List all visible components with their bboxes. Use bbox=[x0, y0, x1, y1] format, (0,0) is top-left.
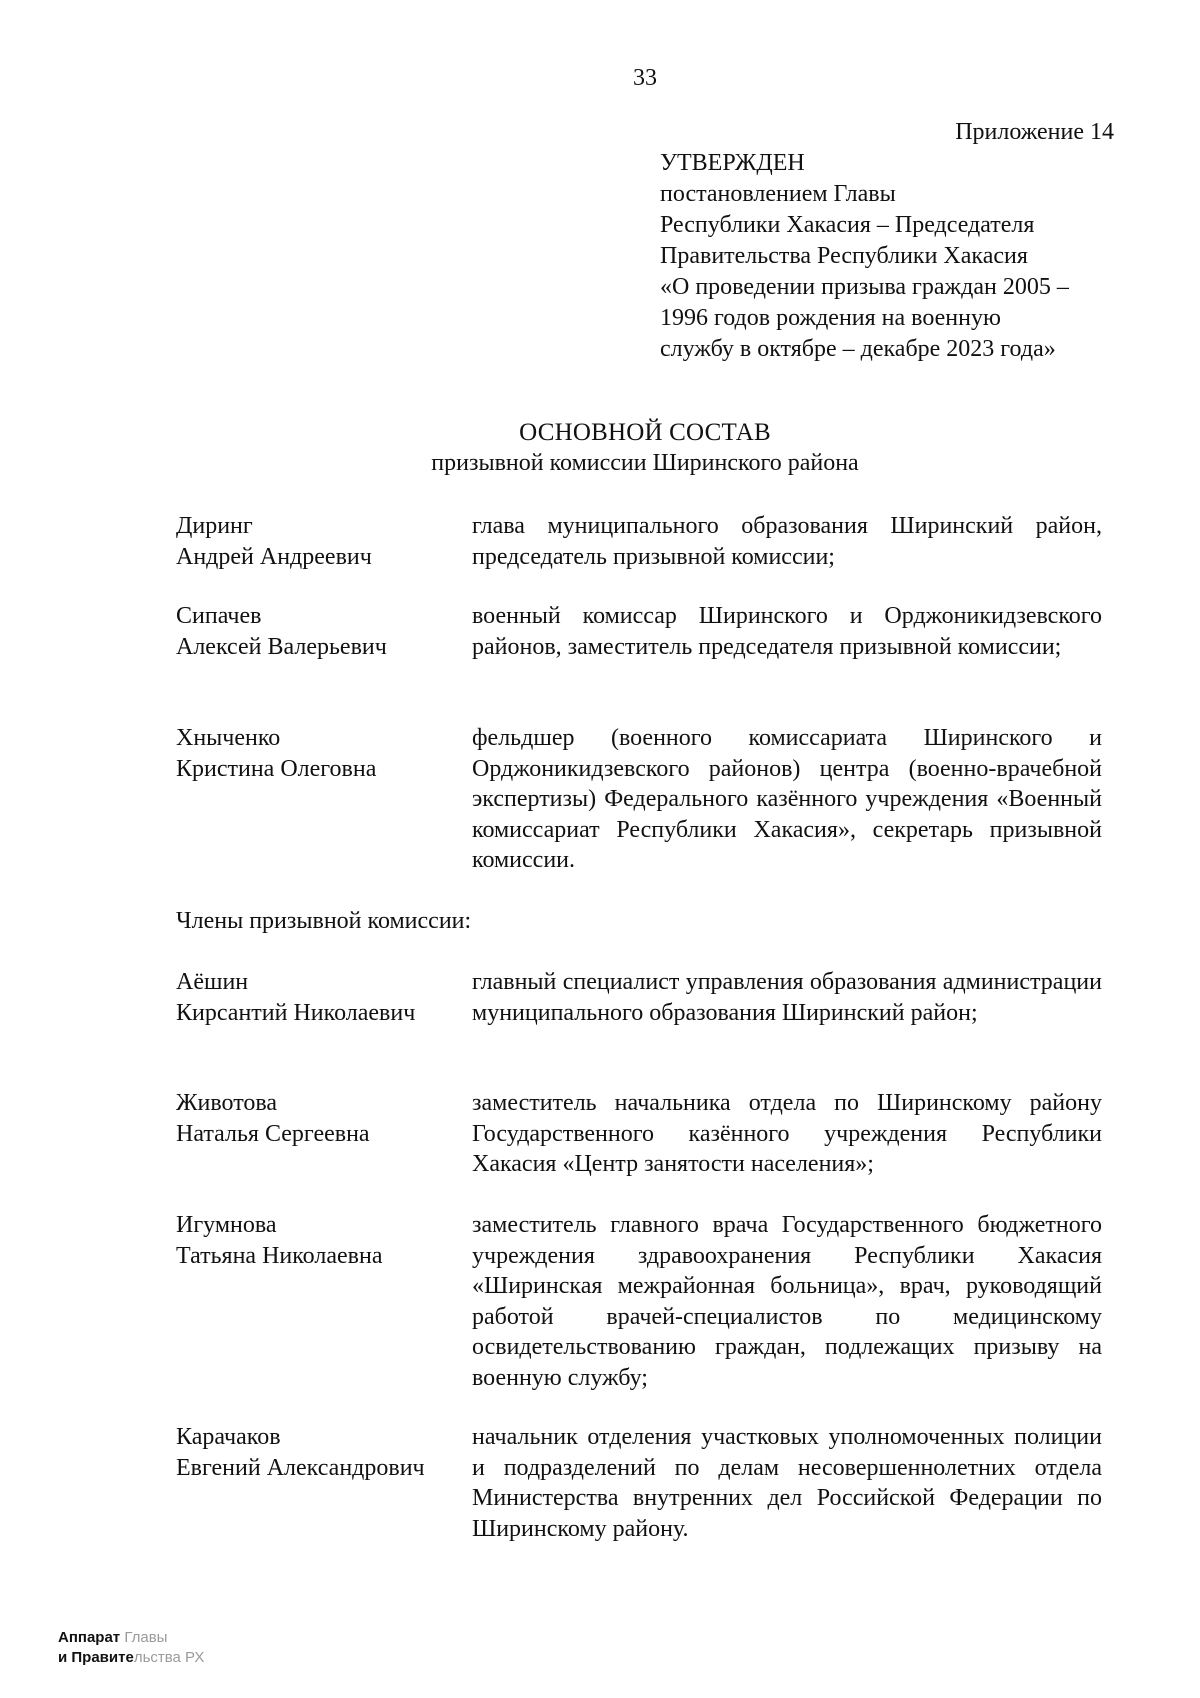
member-name bbox=[176, 967, 472, 1028]
member-role: главный специалист управления образования администрации муниципального образования Ширинский район; bbox=[472, 969, 1102, 1026]
member-role: заместитель начальника отдела по Ширинскому району Государственного казённого учреждения Республики Хакасия «Центр занятости населения»; bbox=[472, 1090, 1102, 1177]
watermark-line: и Правительства РХ bbox=[58, 1649, 205, 1666]
watermark-stamp bbox=[58, 1628, 204, 1668]
member-surname: Диринг bbox=[176, 513, 253, 539]
member-surname: Аёшин bbox=[176, 969, 249, 995]
appendix-label: Приложение 14 bbox=[955, 119, 1114, 145]
page-number: 33 bbox=[633, 65, 657, 91]
approval-line: Правительства Республики Хакасия bbox=[660, 243, 1028, 269]
member-role: начальник отделения участковых уполномоченных полиции и подразделений по делам несовершеннолетних отдела Министерства внутренних дел Российской Федерации по Ширинскому району. bbox=[472, 1424, 1102, 1542]
member-surname: Животова bbox=[176, 1090, 278, 1116]
member-entry-chairman bbox=[176, 511, 1106, 572]
watermark-line: Аппарат Главы bbox=[58, 1629, 168, 1646]
member-surname: Сипачев bbox=[176, 603, 262, 629]
member-entry bbox=[176, 1088, 1106, 1180]
member-entry bbox=[176, 967, 1106, 1028]
member-entry bbox=[176, 1422, 1106, 1544]
member-surname: Хныченко bbox=[176, 725, 281, 751]
member-surname: Карачаков bbox=[176, 1424, 281, 1450]
title-sub: призывной комиссии Ширинского района bbox=[431, 450, 859, 476]
member-name bbox=[176, 1088, 472, 1180]
member-name bbox=[176, 1210, 472, 1393]
member-first-names: Андрей Андреевич bbox=[176, 543, 372, 570]
approval-line: УТВЕРЖДЕН bbox=[660, 150, 805, 176]
member-entry-deputy bbox=[176, 601, 1106, 662]
member-role: заместитель главного врача Государственного бюджетного учреждения здравоохранения Республики Хакасия «Ширинская межрайонная больница», врач, руководящий работой врачей-специалистов по медицинскому освидетельствованию граждан, подлежащих призыву на военную службу; bbox=[472, 1212, 1102, 1391]
member-name bbox=[176, 723, 472, 876]
member-first-names: Алексей Валерьевич bbox=[176, 633, 387, 660]
member-first-names: Татьяна Николаевна bbox=[176, 1242, 383, 1269]
member-name bbox=[176, 511, 472, 572]
document-title bbox=[0, 418, 1200, 478]
approval-stamp bbox=[660, 148, 1130, 365]
member-first-names: Евгений Александрович bbox=[176, 1454, 425, 1481]
member-first-names: Кристина Олеговна bbox=[176, 755, 377, 782]
member-role: глава муниципального образования Ширинский район, председатель призывной комиссии; bbox=[472, 513, 1102, 570]
member-first-names: Кирсантий Николаевич bbox=[176, 999, 416, 1026]
approval-line: «О проведении призыва граждан 2005 – bbox=[660, 274, 1069, 300]
member-entry bbox=[176, 1210, 1106, 1393]
member-role: фельдшер (военного комиссариата Ширинского и Орджоникидзевского районов) центра (военно-врачебной экспертизы) Федерального казённого учреждения «Военный комиссариат Республики Хакасия», секретарь призывной комиссии. bbox=[472, 725, 1102, 873]
title-main: ОСНОВНОЙ СОСТАВ bbox=[519, 419, 771, 446]
member-name bbox=[176, 601, 472, 662]
approval-line: постановлением Главы bbox=[660, 181, 896, 207]
approval-line: 1996 годов рождения на военную bbox=[660, 305, 1001, 331]
approval-line: службу в октябре – декабре 2023 года» bbox=[660, 336, 1056, 362]
approval-line: Республики Хакасия – Председателя bbox=[660, 212, 1035, 238]
member-name bbox=[176, 1422, 472, 1544]
member-role: военный комиссар Ширинского и Орджоникидзевского районов, заместитель председателя призывной комиссии; bbox=[472, 603, 1102, 660]
member-surname: Игумнова bbox=[176, 1212, 277, 1238]
members-heading: Члены призывной комиссии: bbox=[176, 908, 472, 934]
member-first-names: Наталья Сергеевна bbox=[176, 1120, 370, 1147]
member-entry-secretary bbox=[176, 723, 1106, 876]
